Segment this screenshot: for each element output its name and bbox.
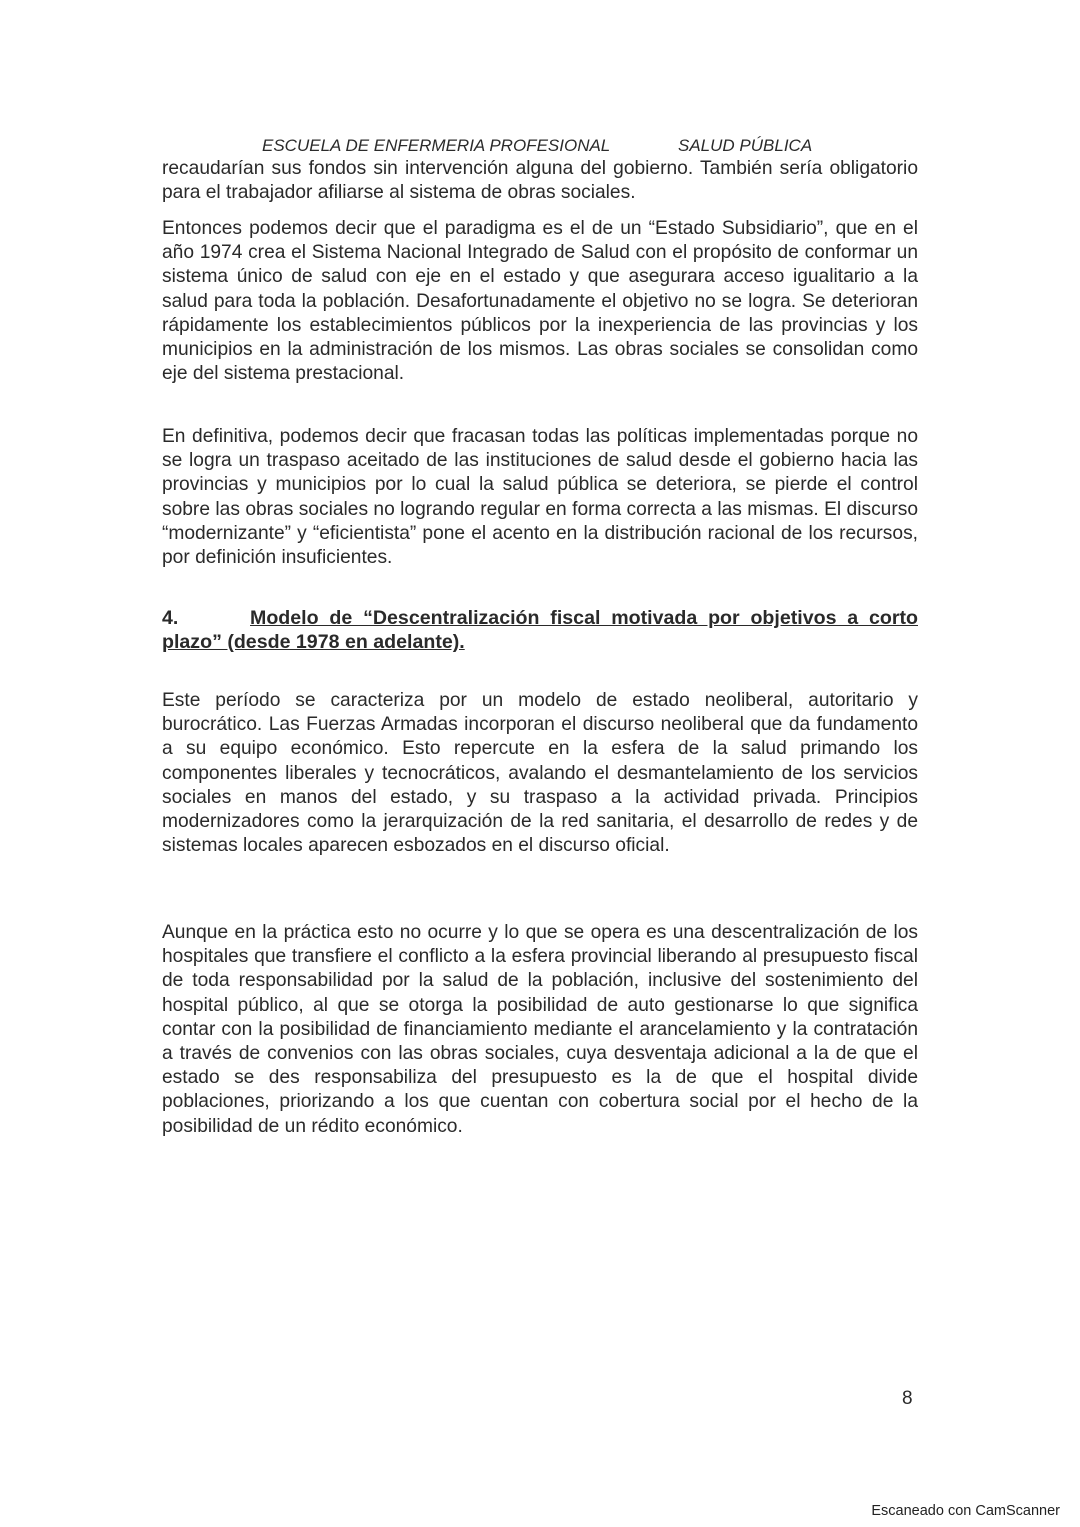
paragraph-descentralizacion-hospitales: Aunque en la práctica esto no ocurre y lo que se opera es una descentralización de los hospitales que transfiere el conflicto a la esfera provincial liberando al presupuesto fiscal de toda responsabilidad por la salud de la población, inclusive del sostenimiento del hospital público, al que se otorga la posibilidad de auto gestionarse lo que significa contar con la posibilidad de financiamiento mediante el arancelamiento y la contratación a través de convenios con las obras sociales, cuya desventaja adicional a la de que el estado se des responsabiliza del presupuesto es la de que el hospital divide poblaciones, priorizando a los que cuentan con cobertura social por el hecho de la posibilidad de un rédito económico. — [162, 922, 918, 1137]
camscanner-watermark: Escaneado con CamScanner — [871, 1503, 1060, 1519]
header-subject: SALUD PÚBLICA — [678, 136, 813, 155]
section-title: Modelo de “Descentralización fiscal motivada por objetivos a corto plazo” (desde 1978 en adelante). — [162, 607, 918, 654]
paragraph-periodo-neoliberal: Este período se caracteriza por un modelo de estado neoliberal, autoritario y burocrático. Las Fuerzas Armadas incorporan el discurso neoliberal que da fundamento a su equipo económico. Esto repercute en la esfera de la salud primando los componentes liberales y tecnocráticos, avalando el desmantelamiento de los servicios sociales en manos del estado, y su traspaso a la actividad privada. Principios modernizadores como la jerarquización de la red sanitaria, el desarrollo de redes y de sistemas locales aparecen esbozados en el discurso oficial. — [162, 690, 918, 857]
paragraph-continuation: recaudarían sus fondos sin intervención alguna del gobierno. También sería obligatorio para el trabajador afiliarse al sistema de obras sociales. — [162, 158, 918, 204]
section-heading — [162, 606, 918, 654]
page-number: 8 — [902, 1388, 913, 1409]
paragraph-estado-subsidiario: Entonces podemos decir que el paradigma es el de un “Estado Subsidiario”, que en el año 1974 crea el Sistema Nacional Integrado de Salud con el propósito de conformar un sistema único de salud con eje en el estado y que asegurara acceso igualitario a la salud para toda la población. Desafortunadamente el objetivo no se logra. Se deterioran rápidamente los establecimientos públicos por la inexperiencia de las provincias y los municipios en la administración de los mismos. Las obras sociales se consolidan como eje del sistema prestacional. — [162, 218, 918, 385]
section-number: 4. — [162, 607, 179, 629]
paragraph-en-definitiva: En definitiva, podemos decir que fracasan todas las políticas implementadas porque no se logra un traspaso aceitado de las instituciones de salud desde el gobierno hacia las provincias y municipios por lo cual la salud pública se deteriora, se pierde el control sobre las obras sociales no logrando regular en forma correcta a las mismas. El discurso “modernizante” y “eficientista” pone el acento en la distribución racional de los recursos, por definición insuficientes. — [162, 426, 918, 569]
header-school: ESCUELA DE ENFERMERIA PROFESIONAL — [262, 136, 611, 155]
